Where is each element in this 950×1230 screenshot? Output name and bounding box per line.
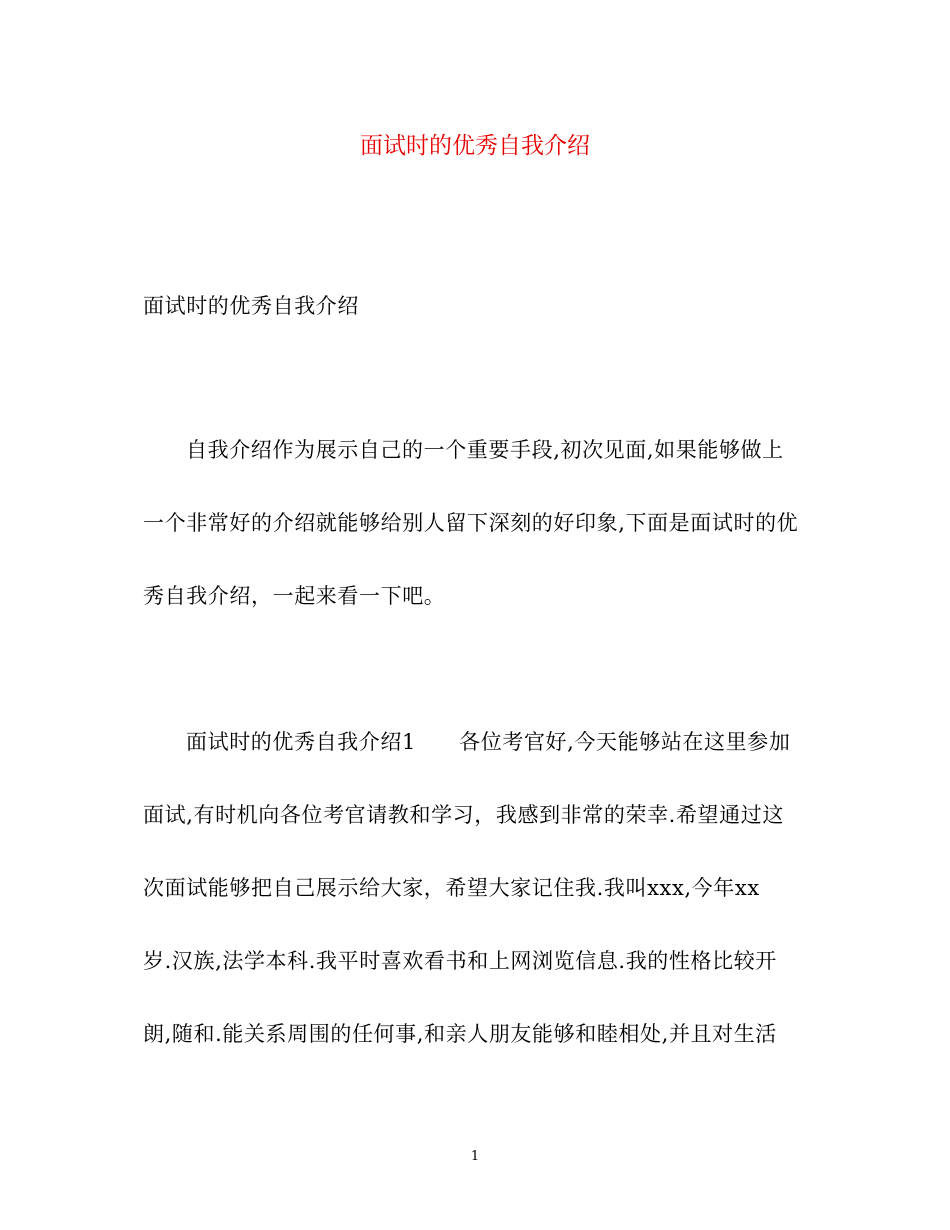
page-number: 1 (470, 1149, 480, 1164)
paragraph-line: 一个非常好的介绍就能够给别人留下深刻的好印象,下面是面试时的优 (143, 511, 799, 535)
section-heading: 面试时的优秀自我介绍 (143, 294, 359, 318)
paragraph-line: 秀自我介绍，一起来看一下吧。 (143, 584, 446, 608)
paragraph-line: 面试时的优秀自我介绍1 各位考官好,今天能够站在这里参加 (186, 730, 791, 754)
paragraph-line: 岁.汉族,法学本科.我平时喜欢看书和上网浏览信息.我的性格比较开 (143, 949, 777, 973)
document-title: 面试时的优秀自我介绍 (360, 133, 590, 159)
paragraph-line: 自我介绍作为展示自己的一个重要手段,初次见面,如果能够做上 (186, 438, 784, 462)
paragraph-line: 朗,随和.能关系周围的任何事,和亲人朋友能够和睦相处,并且对生活 (143, 1022, 777, 1046)
paragraph-line: 面试,有时机向各位考官请教和学习，我感到非常的荣幸.希望通过这 (143, 803, 784, 827)
paragraph-line: 次面试能够把自己展示给大家，希望大家记住我.我叫xxx,今年xx (143, 876, 760, 900)
